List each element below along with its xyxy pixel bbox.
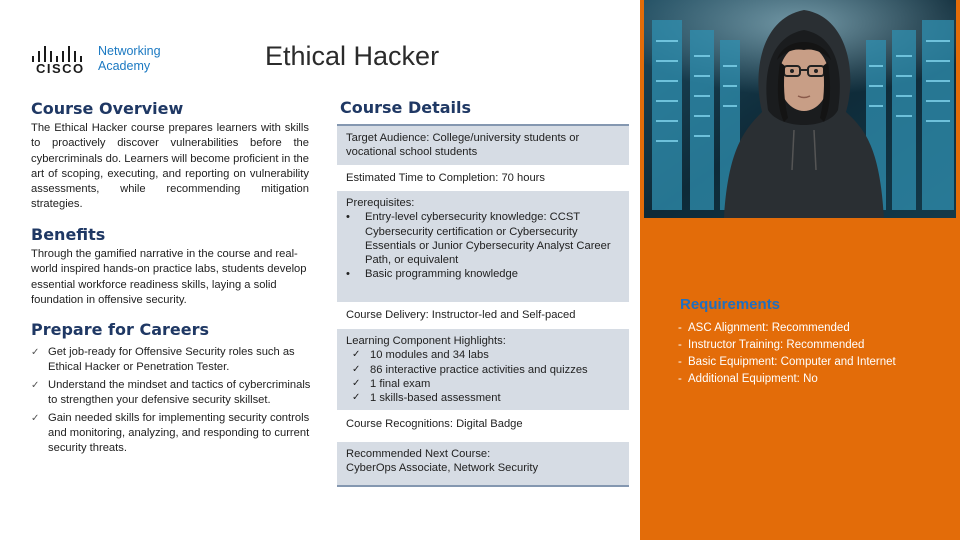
- prerequisites-label: Prerequisites:: [346, 197, 415, 209]
- dash-icon: -: [678, 322, 682, 334]
- highlights-label: Learning Component Highlights:: [346, 335, 506, 347]
- highlight-item: ✓ 10 modules and 34 labs: [352, 349, 489, 362]
- checkmark-icon: ✓: [352, 392, 361, 404]
- dash-icon: -: [678, 339, 682, 351]
- cisco-networking-academy-logo: [32, 44, 162, 78]
- careers-list-item: ✓ Gain needed skills for implementing security controls and monitoring, analyzing, and responding to current security threats.: [31, 412, 310, 454]
- course-delivery-row: Course Delivery: Instructor-led and Self-paced: [346, 309, 576, 321]
- checkmark-icon: ✓: [352, 349, 361, 361]
- checkmark-icon: ✓: [31, 380, 40, 391]
- bullet-icon: •: [346, 211, 350, 224]
- prepare-careers-heading: Prepare for Careers: [31, 320, 209, 339]
- requirements-item: - Additional Equipment: No: [678, 371, 896, 388]
- careers-list-item: ✓ Understand the mindset and tactics of cybercriminals to strengthen your defensive security skillset.: [31, 379, 311, 406]
- checkmark-icon: ✓: [31, 413, 40, 424]
- careers-list: [31, 345, 321, 459]
- dash-icon: -: [678, 356, 682, 368]
- dash-icon: -: [678, 373, 682, 385]
- course-overview-text: The Ethical Hacker course prepares learners with skills to proactively discover vulnerabilities before the cybercriminals do. Learners will become proficient in the art of scoping, executing, and reporting on vulnerability assessments, while recommending mitigation strategies.: [31, 122, 309, 211]
- highlight-item: ✓ 1 final exam: [352, 377, 431, 390]
- requirements-list: [678, 320, 896, 388]
- course-overview-heading: Course Overview: [31, 99, 184, 118]
- checkmark-icon: ✓: [352, 377, 361, 389]
- careers-list-item: ✓ Get job-ready for Offensive Security roles such as Ethical Hacker or Penetration Tester.: [31, 346, 295, 373]
- bullet-icon: •: [346, 268, 350, 281]
- checkmark-icon: ✓: [352, 363, 361, 375]
- course-recognitions-row: Course Recognitions: Digital Badge: [346, 418, 523, 430]
- requirements-item: - ASC Alignment: Recommended: [678, 320, 896, 337]
- requirements-item: - Instructor Training: Recommended: [678, 337, 896, 354]
- target-audience-row: Target Audience: College/university students or vocational school students: [337, 124, 629, 165]
- next-course-label: Recommended Next Course:: [346, 448, 491, 460]
- cisco-wordmark: CISCO: [36, 61, 85, 76]
- prerequisite-item: • Entry-level cybersecurity knowledge: CCST Cybersecurity certification or Cybersecurity Essentials or Junior Cybersecurity Analyst Career Path, or equivalent: [346, 211, 611, 267]
- next-course-row: [337, 442, 629, 487]
- estimated-time-row: Estimated Time to Completion: 70 hours: [346, 172, 545, 184]
- benefits-text: Through the gamified narrative in the course and real-world inspired hands-on practice labs, students develop essential workforce readiness skills, laying a solid foundation in offensive security.: [31, 248, 307, 306]
- course-details-table: [337, 124, 629, 487]
- requirements-heading: Requirements: [680, 296, 781, 313]
- course-details-heading: Course Details: [340, 98, 472, 117]
- next-course-value: CyberOps Associate, Network Security: [346, 462, 539, 475]
- benefits-heading: Benefits: [31, 225, 106, 244]
- cisco-bars-icon: [32, 44, 90, 62]
- highlights-row: [337, 329, 629, 410]
- networking-academy-text: Networking Academy: [98, 44, 161, 73]
- prerequisite-item: • Basic programming knowledge: [346, 268, 518, 281]
- checkmark-icon: ✓: [31, 347, 40, 358]
- hooded-hacker-photo: [644, 0, 956, 218]
- page-title: Ethical Hacker: [265, 41, 440, 71]
- highlight-item: ✓ 86 interactive practice activities and quizzes: [352, 363, 588, 376]
- prerequisites-row: [337, 191, 629, 302]
- highlight-item: ✓ 1 skills-based assessment: [352, 392, 501, 405]
- requirements-item: - Basic Equipment: Computer and Internet: [678, 354, 896, 371]
